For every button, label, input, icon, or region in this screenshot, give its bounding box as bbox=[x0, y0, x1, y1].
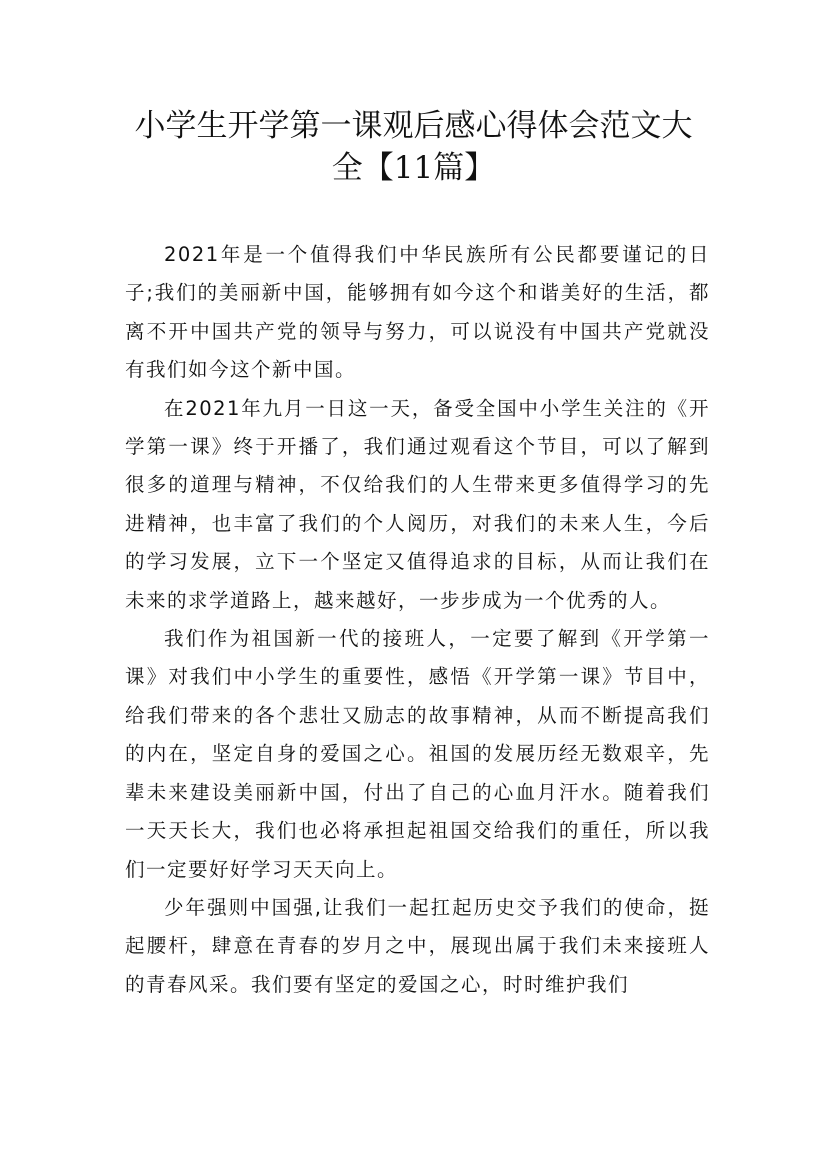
paragraph-1: 2021年是一个值得我们中华民族所有公民都要谨记的日子;我们的美丽新中国，能够拥有如今这个和谐美好的生活，都离不开中国共产党的领导与努力，可以说没有中国共产党就没有我们如今这个新中国。 bbox=[125, 243, 710, 382]
document-title-line-1: 小学生开学第一课观后感心得体会范文大 bbox=[134, 108, 693, 144]
paragraph-4: 少年强则中国强,让我们一起扛起历史交予我们的使命，挺起腰杆，肆意在青春的岁月之中，展现出属于我们未来接班人的青春风采。我们要有坚定的爱国之心，时时维护我们 bbox=[125, 895, 710, 996]
document-title-line-2: 全【11篇】 bbox=[331, 150, 496, 186]
paragraph-3: 我们作为祖国新一代的接班人，一定要了解到《开学第一课》对我们中小学生的重要性，感悟《开学第一课》节目中，给我们带来的各个悲壮又励志的故事精神，从而不断提高我们的内在，坚定自身的爱国之心。祖国的发展历经无数艰辛，先辈未来建设美丽新中国，付出了自己的心血月汗水。随着我们一天天长大，我们也必将承担起祖国交给我们的重任，所以我们一定要好好学习天天向上。 bbox=[125, 627, 710, 881]
document-body bbox=[125, 236, 710, 1004]
paragraph-2: 在2021年九月一日这一天，备受全国中小学生关注的《开学第一课》终于开播了，我们通过观看这个节目，可以了解到很多的道理与精神，不仅给我们的人生带来更多值得学习的先进精神，也丰富了我们的个人阅历，对我们的未来人生，今后的学习发展，立下一个坚定又值得追求的目标，从而让我们在未来的求学道路上，越来越好，一步步成为一个优秀的人。 bbox=[125, 396, 710, 612]
